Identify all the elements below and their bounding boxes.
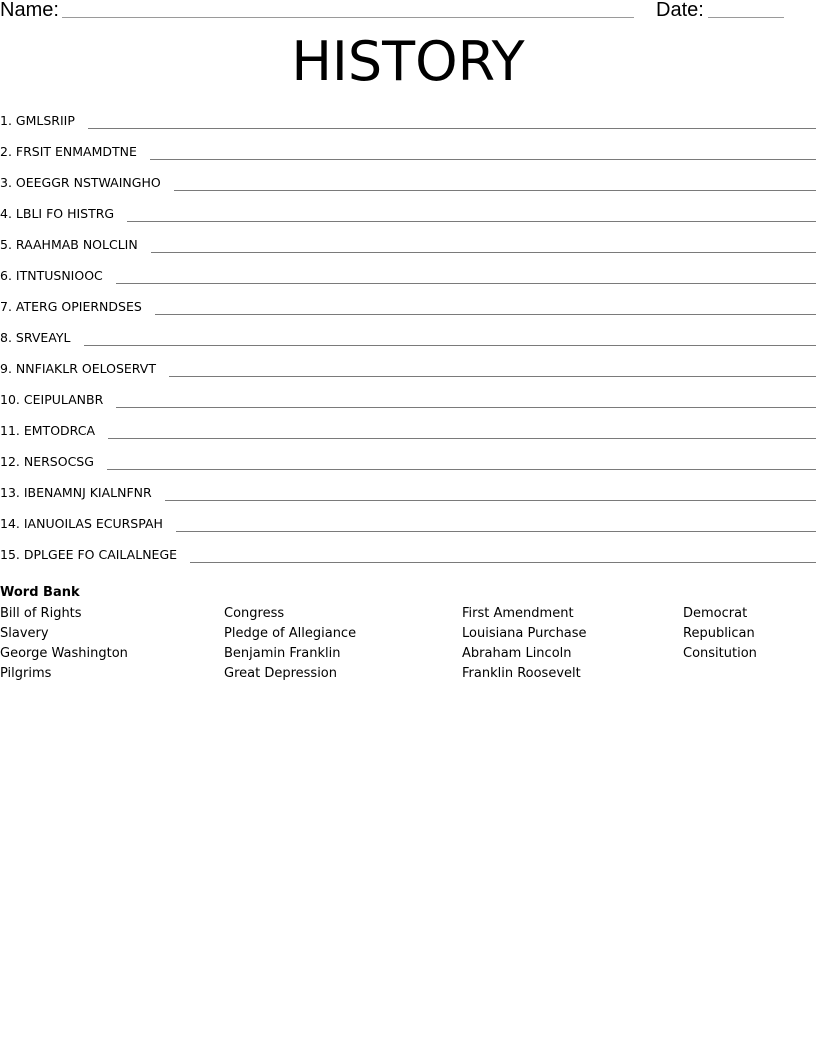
scrambled-word: NERSOCSG	[23, 454, 94, 469]
question-scramble	[0, 112, 75, 130]
question-number: 6.	[0, 268, 12, 283]
question-row	[0, 360, 816, 391]
answer-line[interactable]	[108, 438, 816, 439]
question-row	[0, 236, 816, 267]
answer-line[interactable]	[165, 500, 816, 501]
question-number: 7.	[0, 299, 12, 314]
scrambled-word: ITNTUSNIOOC	[15, 268, 103, 283]
question-number: 2.	[0, 144, 12, 159]
answer-line[interactable]	[169, 376, 816, 377]
question-row	[0, 112, 816, 143]
scrambled-word: IBENAMNJ KIALNFNR	[23, 485, 152, 500]
word-bank-item: Louisiana Purchase	[462, 626, 587, 641]
word-bank-item: Consitution	[683, 646, 757, 661]
question-list	[0, 112, 816, 577]
word-bank-item: Franklin Roosevelt	[462, 666, 581, 681]
question-scramble	[0, 453, 94, 471]
question-scramble	[0, 143, 137, 161]
question-row	[0, 422, 816, 453]
scrambled-word: GMLSRIIP	[15, 113, 75, 128]
question-number: 11.	[0, 423, 20, 438]
word-bank-item: Great Depression	[224, 666, 337, 681]
answer-line[interactable]	[151, 252, 816, 253]
answer-line[interactable]	[150, 159, 816, 160]
worksheet-header	[0, 0, 816, 24]
word-bank-title: Word Bank	[0, 585, 80, 600]
scrambled-word: LBLI FO HISTRG	[15, 206, 115, 221]
word-bank-item: Pilgrims	[0, 666, 52, 681]
question-row	[0, 515, 816, 546]
word-bank-item: Republican	[683, 626, 755, 641]
answer-line[interactable]	[176, 531, 816, 532]
word-bank-item: Bill of Rights	[0, 606, 82, 621]
question-scramble	[0, 236, 138, 254]
question-row	[0, 546, 816, 577]
word-bank-item: Benjamin Franklin	[224, 646, 341, 661]
question-scramble	[0, 267, 103, 285]
question-number: 8.	[0, 330, 12, 345]
scrambled-word: FRSIT ENMAMDTNE	[15, 144, 137, 159]
answer-line[interactable]	[107, 469, 816, 470]
answer-line[interactable]	[84, 345, 816, 346]
question-number: 13.	[0, 485, 20, 500]
word-bank-column	[683, 604, 757, 664]
answer-line[interactable]	[127, 221, 816, 222]
question-number: 5.	[0, 237, 12, 252]
question-scramble	[0, 360, 156, 378]
scrambled-word: OEEGGR NSTWAINGHO	[15, 175, 161, 190]
scrambled-word: CEIPULANBR	[23, 392, 104, 407]
scrambled-word: ATERG OPIERNDSES	[15, 299, 142, 314]
question-scramble	[0, 298, 142, 316]
word-bank-column	[462, 604, 587, 684]
question-number: 1.	[0, 113, 12, 128]
date-field-line[interactable]	[708, 17, 784, 18]
question-row	[0, 329, 816, 360]
question-number: 15.	[0, 547, 20, 562]
word-bank-item: Congress	[224, 606, 285, 621]
question-row	[0, 205, 816, 236]
answer-line[interactable]	[116, 407, 816, 408]
question-scramble	[0, 422, 95, 440]
question-scramble	[0, 205, 114, 223]
scrambled-word: EMTODRCA	[23, 423, 95, 438]
question-row	[0, 174, 816, 205]
name-field-line[interactable]	[62, 17, 634, 18]
question-number: 10.	[0, 392, 20, 407]
question-row	[0, 484, 816, 515]
question-number: 4.	[0, 206, 12, 221]
answer-line[interactable]	[155, 314, 816, 315]
answer-line[interactable]	[190, 562, 816, 563]
question-scramble	[0, 174, 161, 192]
word-bank-column	[0, 604, 128, 684]
question-scramble	[0, 329, 71, 347]
scrambled-word: RAAHMAB NOLCLIN	[15, 237, 138, 252]
word-bank-item: Pledge of Allegiance	[224, 626, 357, 641]
word-bank-grid	[0, 604, 816, 694]
scrambled-word: SRVEAYL	[15, 330, 71, 345]
word-bank-item: Abraham Lincoln	[462, 646, 572, 661]
word-bank-column	[224, 604, 356, 684]
word-bank-item: First Amendment	[462, 606, 574, 621]
word-bank-item: Slavery	[0, 626, 49, 641]
scrambled-word: DPLGEE FO CAILALNEGE	[23, 547, 178, 562]
word-bank-item: Democrat	[683, 606, 748, 621]
question-row	[0, 298, 816, 329]
name-label: Name:	[0, 0, 59, 21]
word-bank-item: George Washington	[0, 646, 128, 661]
answer-line[interactable]	[174, 190, 816, 191]
question-row	[0, 453, 816, 484]
question-scramble	[0, 484, 152, 502]
date-label: Date:	[656, 0, 704, 21]
question-scramble	[0, 515, 163, 533]
question-scramble	[0, 391, 103, 409]
answer-line[interactable]	[116, 283, 816, 284]
question-number: 14.	[0, 516, 20, 531]
question-number: 12.	[0, 454, 20, 469]
question-scramble	[0, 546, 177, 564]
question-number: 9.	[0, 361, 12, 376]
scrambled-word: IANUOILAS ECURSPAH	[23, 516, 163, 531]
question-row	[0, 267, 816, 298]
question-number: 3.	[0, 175, 12, 190]
answer-line[interactable]	[88, 128, 816, 129]
question-row	[0, 143, 816, 174]
word-bank	[0, 584, 816, 694]
page-title: HISTORY	[291, 30, 525, 93]
question-row	[0, 391, 816, 422]
scrambled-word: NNFIAKLR OELOSERVT	[15, 361, 156, 376]
